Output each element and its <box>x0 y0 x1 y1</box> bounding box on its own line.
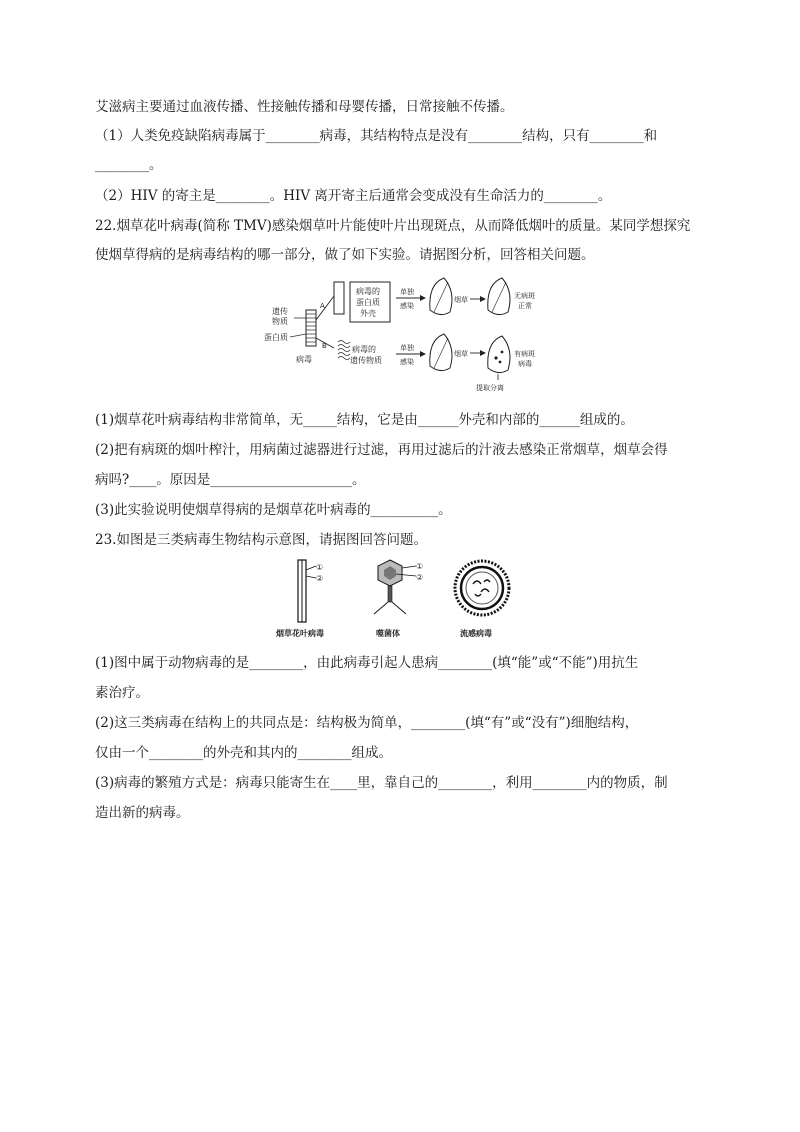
q21-part1: （1）人类免疫缺陷病毒属于________病毒，其结构特点是没有________结构，只有________和 <box>95 128 658 144</box>
extract-label: 提取分离 <box>476 384 504 392</box>
virus-label: 病毒 <box>296 355 312 364</box>
healthy-leaf-icon <box>488 278 510 315</box>
leaf-icon <box>430 278 452 315</box>
box-top-line1: 病毒的 <box>356 287 380 296</box>
q22-stem: 22.烟草花叶病毒(简称 TMV)感染烟草叶片能使叶片出现斑点，从而降低烟叶的质量。某同学想探究 <box>95 218 691 234</box>
virus-types-figure <box>270 556 530 640</box>
phage-marker-1: ① <box>416 562 424 571</box>
q23-part2: (2)这三类病毒在结构上的共同点是：结构极为简单，________(填“有”或“没有”)细胞结构， <box>95 715 639 731</box>
box-bottom-line2: 遗传物质 <box>350 356 382 365</box>
q22-part1: (1)烟草花叶病毒结构非常简单，无_____结构，它是由______外壳和内部的______组成的。 <box>95 412 634 428</box>
genetic-material-label-2: 物质 <box>272 317 288 326</box>
phage-marker-2: ② <box>416 573 424 582</box>
q23-stem: 23.如图是三类病毒生物结构示意图，请据图回答问题。 <box>95 532 427 548</box>
q23-part1: (1)图中属于动物病毒的是________，由此病毒引起人患病________(填“能”或“不能”)用抗生 <box>95 655 639 671</box>
influenza-caption: 流感病毒 <box>460 629 492 638</box>
q23-part3: (3)病毒的繁殖方式是：病毒只能寄生在____里，靠自己的________，利用________内的物质，制 <box>95 775 668 791</box>
q21-part2: （2）HIV 的寄主是________。HIV 离开寄主后通常会变成没有生命活力的________。 <box>95 188 612 204</box>
q22-part2: (2)把有病斑的烟叶榨汁，用病菌过滤器进行过滤，再用过滤后的汁液去感染正常烟草，烟草会得 <box>95 442 668 458</box>
q23-part2-cont: 仅由一个________的外壳和其内的________组成。 <box>95 745 392 761</box>
tobacco-top-label: 烟草 <box>454 296 468 304</box>
tmv-rod-icon <box>306 310 316 346</box>
q23-part3-cont: 造出新的病毒。 <box>95 805 190 821</box>
result-bottom-line1: 有病斑 <box>514 350 535 358</box>
tmv-experiment-figure <box>258 276 558 396</box>
phage-caption: 噬菌体 <box>376 629 400 638</box>
result-bottom-line2: 病毒 <box>518 360 532 368</box>
box-top-line3: 外壳 <box>360 309 376 318</box>
branch-b-label: B <box>322 342 327 350</box>
arrow-top-label1: 单独 <box>400 288 414 296</box>
q22-part3: (3)此实验说明使烟草得病的是烟草花叶病毒的__________。 <box>95 502 452 518</box>
result-top-line1: 无病斑 <box>514 292 535 300</box>
genetic-material-label: 遗传 <box>272 307 288 316</box>
arrow-top-label2: 感染 <box>400 302 414 310</box>
tmv-marker-1: ① <box>316 563 324 572</box>
tmv-caption: 烟草花叶病毒 <box>276 629 324 638</box>
infected-leaf-icon <box>488 336 510 373</box>
tmv-structure-icon <box>298 560 316 622</box>
intro-text: 艾滋病主要通过血液传播、性接触传播和母婴传播，日常接触不传播。 <box>95 99 514 115</box>
arrow-bottom-label2: 感染 <box>400 358 414 366</box>
tmv-marker-2: ② <box>316 574 324 583</box>
q22-part2-cont: 病吗?____。原因是_____________________。 <box>95 472 366 488</box>
branch-a-label: A <box>320 302 325 310</box>
arrow-bottom-label1: 单独 <box>400 344 414 352</box>
box-top-line2: 蛋白质 <box>356 298 380 307</box>
leaf-icon <box>430 334 452 371</box>
influenza-virus-icon <box>455 561 509 615</box>
rna-coil-icon <box>338 341 350 360</box>
q21-part1-cont: ________。 <box>95 157 163 173</box>
empty-shell-icon <box>334 282 344 314</box>
box-bottom-line1: 病毒的 <box>352 345 376 354</box>
q22-stem-cont: 使烟草得病的是病毒结构的哪一部分，做了如下实验。请据图分析，回答相关问题。 <box>95 247 595 263</box>
bacteriophage-icon <box>374 560 416 614</box>
protein-label: 蛋白质 <box>264 333 288 342</box>
result-top-line2: 正常 <box>518 302 532 310</box>
q23-part1-cont: 素治疗。 <box>95 685 149 701</box>
tobacco-bottom-label: 烟草 <box>454 350 468 358</box>
